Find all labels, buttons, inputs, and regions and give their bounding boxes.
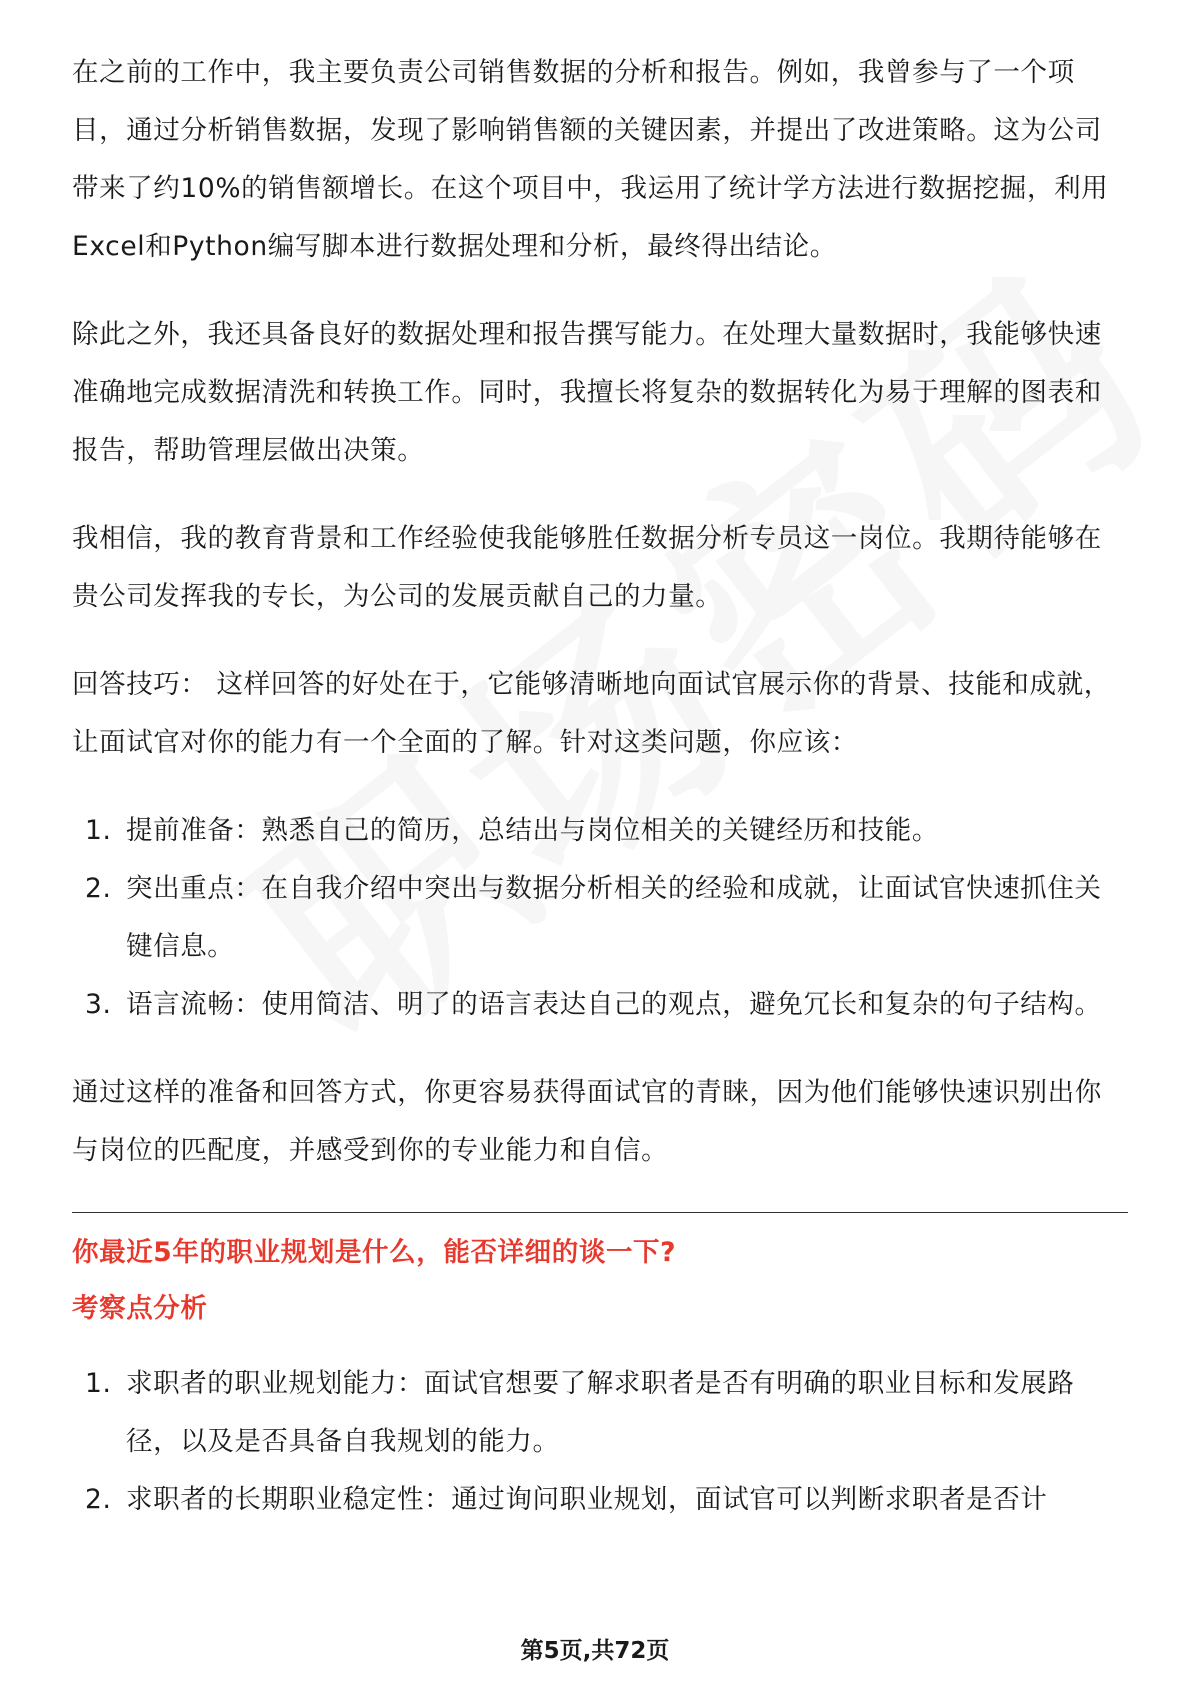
paragraph-conclusion: 我相信，我的教育背景和工作经验使我能够胜任数据分析专员这一岗位。我期待能够在贵公司发挥我的专长，为公司的发展贡献自己的力量。: [72, 523, 1102, 612]
page-number: 第5页,共72页: [520, 1638, 670, 1664]
list-item-text: 突出重点：在自我介绍中突出与数据分析相关的经验和成就，让面试官快速抓住关键信息。: [126, 873, 1102, 962]
document-body: [72, 44, 1128, 1529]
tips-list: [72, 802, 1128, 1034]
analysis-heading: 考察点分析: [72, 1293, 208, 1324]
analysis-list: [72, 1355, 1128, 1529]
paragraph-work-experience: 在之前的工作中，我主要负责公司销售数据的分析和报告。例如，我曾参与了一个项目，通过分析销售数据，发现了影响销售额的关键因素，并提出了改进策略。这为公司带来了约10%的销售额增长。在这个项目中，我运用了统计学方法进行数据挖掘，利用Excel和Python编写脚本进行数据处理和分析，最终得出结论。: [72, 57, 1109, 262]
paragraph-skills: 除此之外，我还具备良好的数据处理和报告撰写能力。在处理大量数据时，我能够快速准确地完成数据清洗和转换工作。同时，我擅长将复杂的数据转化为易于理解的图表和报告，帮助管理层做出决策。: [72, 319, 1102, 466]
list-item: [72, 976, 1128, 1034]
list-number: 1.: [85, 815, 112, 846]
list-number: 3.: [85, 989, 112, 1020]
list-item: [72, 1471, 1128, 1529]
paragraph-closing: 通过这样的准备和回答方式，你更容易获得面试官的青睐，因为他们能够快速识别出你与岗位的匹配度，并感受到你的专业能力和自信。: [72, 1077, 1102, 1166]
list-item-text: 提前准备：熟悉自己的简历，总结出与岗位相关的关键经历和技能。: [126, 815, 939, 846]
list-item: [72, 802, 1128, 860]
list-item-text: 求职者的职业规划能力：面试官想要了解求职者是否有明确的职业目标和发展路径，以及是否具备自我规划的能力。: [126, 1368, 1075, 1457]
list-item-text: 语言流畅：使用简洁、明了的语言表达自己的观点，避免冗长和复杂的句子结构。: [126, 989, 1102, 1020]
list-number: 2.: [85, 873, 112, 904]
paragraph-answer-tips: 回答技巧： 这样回答的好处在于，它能够清晰地向面试官展示你的背景、技能和成就，让面试官对你的能力有一个全面的了解。针对这类问题，你应该：: [72, 669, 1111, 758]
question-heading: 你最近5年的职业规划是什么，能否详细的谈一下?: [72, 1237, 677, 1268]
list-item-text: 求职者的长期职业稳定性：通过询问职业规划，面试官可以判断求职者是否计: [126, 1484, 1048, 1515]
list-number: 1.: [85, 1368, 112, 1399]
list-item: [72, 1355, 1128, 1471]
list-number: 2.: [85, 1484, 112, 1515]
list-item: [72, 860, 1128, 976]
